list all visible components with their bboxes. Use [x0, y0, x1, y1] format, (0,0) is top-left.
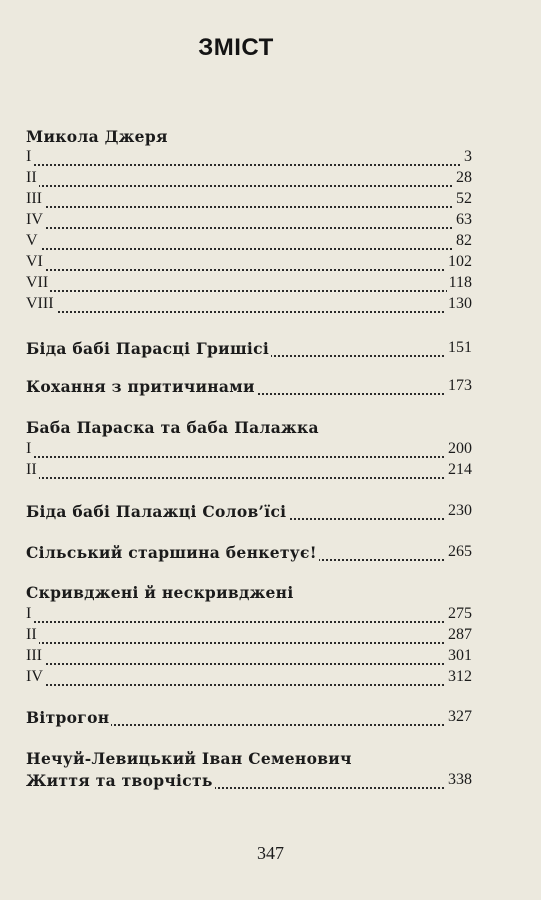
toc-entry[interactable]	[26, 148, 472, 170]
section-heading-baba-paraska: Баба Параска та баба Палажка	[26, 418, 319, 437]
page-title: ЗМІСТ	[198, 34, 274, 61]
entry-label: I	[26, 440, 32, 457]
entry-label: Життя та творчість	[26, 771, 213, 790]
dot-leader	[26, 227, 472, 229]
entry-page: 214	[448, 461, 472, 478]
entry-page: 52	[456, 190, 472, 207]
toc-entry[interactable]	[26, 668, 472, 690]
entry-page: 118	[448, 274, 472, 291]
entry-label: III	[26, 647, 42, 664]
entry-label: VII	[26, 274, 49, 291]
table-of-contents	[26, 0, 472, 900]
toc-entry[interactable]	[26, 295, 472, 317]
entry-page: 265	[448, 543, 472, 560]
entry-page: 275	[448, 605, 472, 622]
entry-label: I	[26, 605, 32, 622]
entry-page: 287	[448, 626, 472, 643]
dot-leader	[26, 621, 472, 623]
entry-label: I	[26, 148, 32, 165]
page-number: 347	[257, 843, 284, 863]
entry-label: V	[26, 232, 38, 249]
entry-page: 28	[456, 169, 472, 186]
entry-page: 151	[448, 339, 472, 356]
entry-label: Біда бабі Палажці Солов’їсі	[26, 502, 287, 521]
toc-entry[interactable]	[26, 605, 472, 627]
entry-page: 301	[448, 647, 472, 664]
entry-page: 327	[448, 708, 472, 725]
toc-entry[interactable]	[26, 169, 472, 191]
toc-entry[interactable]	[26, 543, 472, 565]
entry-label: II	[26, 461, 37, 478]
toc-entry[interactable]	[26, 708, 472, 730]
entry-label: II	[26, 626, 37, 643]
toc-entry[interactable]	[26, 211, 472, 233]
section-heading-skryvdzheni: Скривджені й нескривджені	[26, 583, 294, 602]
entry-page: 200	[448, 440, 472, 457]
entry-label: Біда бабі Парасці Гришісі	[26, 339, 270, 358]
entry-page: 102	[448, 253, 472, 270]
dot-leader	[26, 684, 472, 686]
toc-entry[interactable]	[26, 232, 472, 254]
entry-label: VI	[26, 253, 43, 270]
dot-leader	[26, 206, 472, 208]
toc-entry[interactable]	[26, 771, 472, 793]
dot-leader	[26, 477, 472, 479]
dot-leader	[26, 248, 472, 250]
entry-page: 3	[464, 148, 472, 165]
entry-label: Вітрогон	[26, 708, 110, 727]
section-heading-mykola-dzherya: Микола Джеря	[26, 127, 168, 146]
entry-label: Сільський старшина бенкетує!	[26, 543, 317, 562]
entry-label: IV	[26, 211, 43, 228]
entry-page: 338	[448, 771, 472, 788]
toc-entry[interactable]	[26, 440, 472, 462]
dot-leader	[26, 642, 472, 644]
toc-entry[interactable]	[26, 339, 472, 361]
section-heading-author: Нечуй-Левицький Іван Семенович	[26, 749, 352, 768]
dot-leader	[26, 663, 472, 665]
toc-entry[interactable]	[26, 377, 472, 399]
entry-page: 63	[456, 211, 472, 228]
entry-label: II	[26, 169, 37, 186]
toc-entry[interactable]	[26, 647, 472, 669]
dot-leader	[26, 164, 472, 166]
dot-leader	[26, 185, 472, 187]
entry-page: 230	[448, 502, 472, 519]
dot-leader	[26, 311, 472, 313]
entry-page: 173	[448, 377, 472, 394]
entry-label: III	[26, 190, 42, 207]
entry-label: IV	[26, 668, 43, 685]
entry-page: 312	[448, 668, 472, 685]
entry-page: 130	[448, 295, 472, 312]
toc-entry[interactable]	[26, 461, 472, 483]
entry-label: VIII	[26, 295, 54, 312]
toc-entry[interactable]	[26, 502, 472, 524]
dot-leader	[26, 269, 472, 271]
toc-entry[interactable]	[26, 190, 472, 212]
toc-entry[interactable]	[26, 253, 472, 275]
dot-leader	[26, 290, 472, 292]
toc-entry[interactable]	[26, 626, 472, 648]
toc-entry[interactable]	[26, 274, 472, 296]
entry-page: 82	[456, 232, 472, 249]
dot-leader	[26, 456, 472, 458]
entry-label: Кохання з притичинами	[26, 377, 255, 396]
